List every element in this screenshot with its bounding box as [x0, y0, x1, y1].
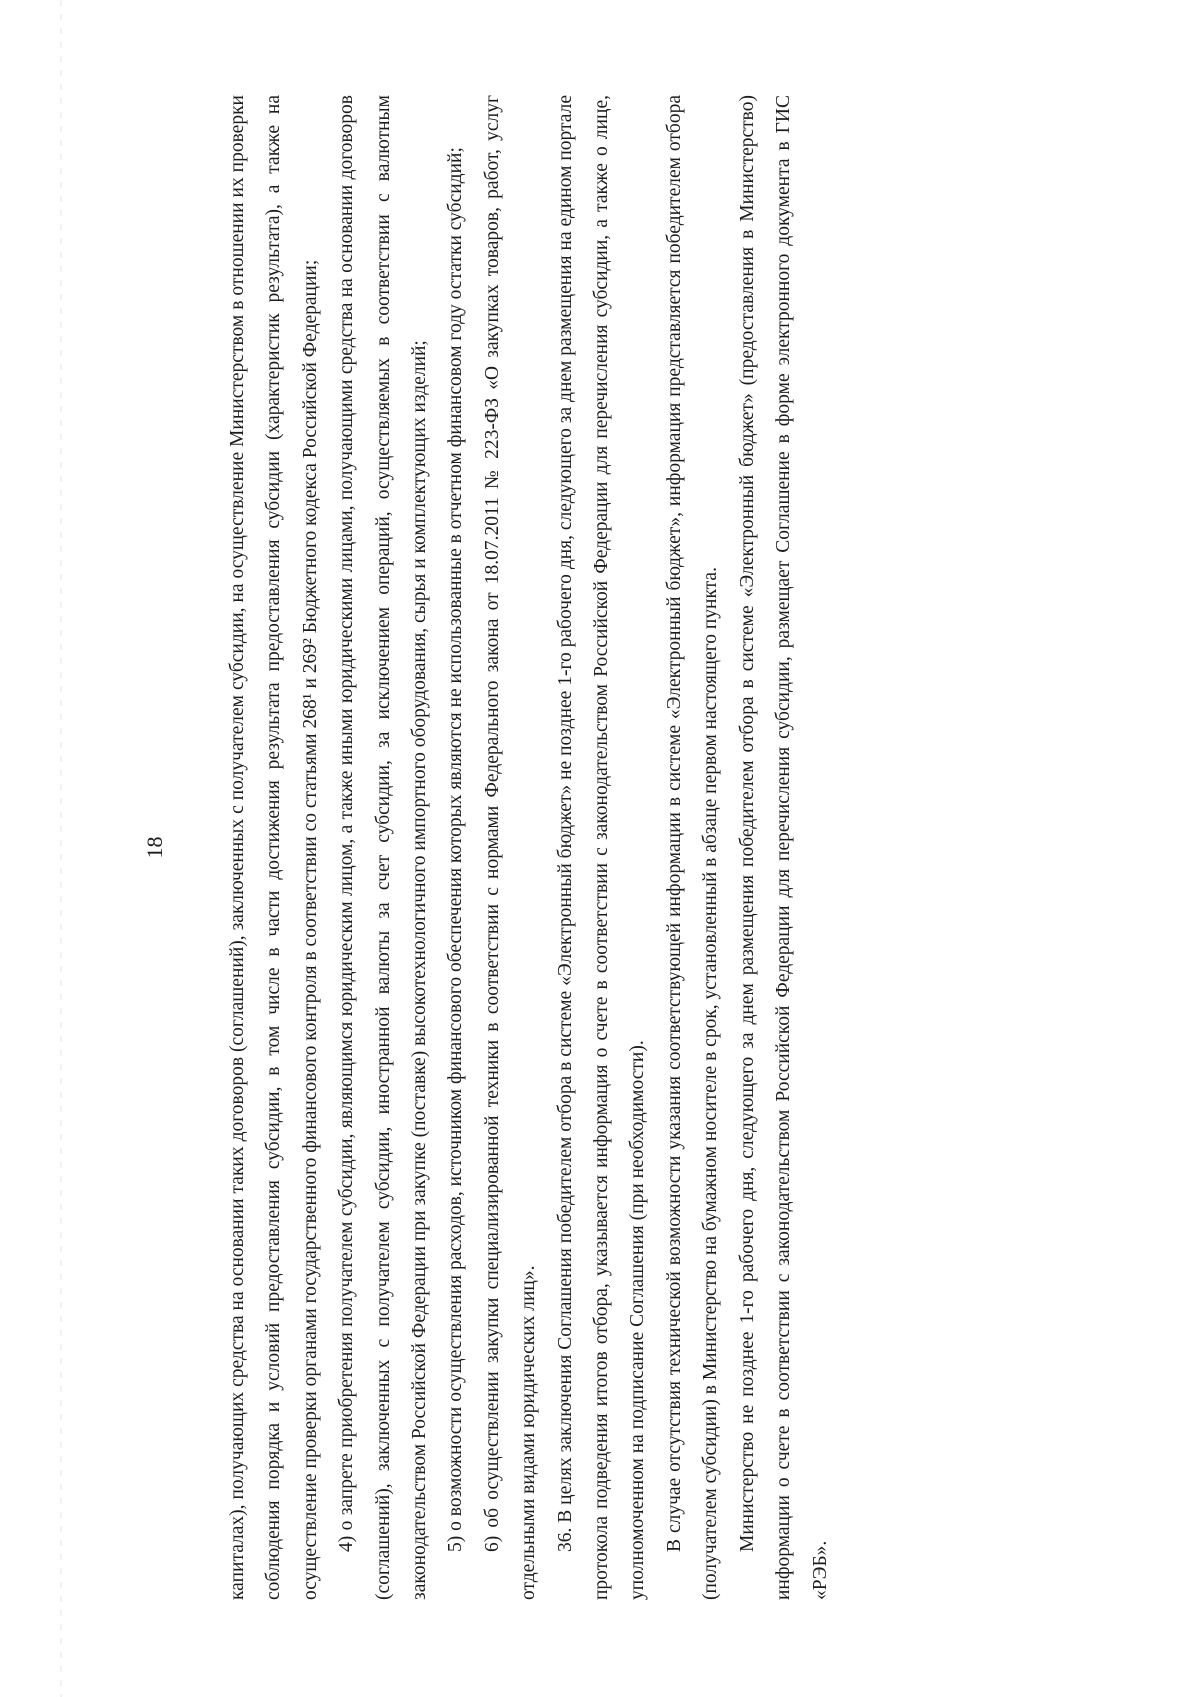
paragraph-ministry-placement: Министерство не позднее 1-го рабочего дня, следующего за днем размещения победителем отбора в системе «Электронный бюджет» (предоставления в Министерство) информации о счете в соответствии с законодательством Российской Федерации для перечисления субсидии, размещает Соглашение в форме электронного документа в ГИС «РЭБ». — [736, 95, 831, 1600]
paragraph-item-6: 6) об осуществлении закупки специализированной техники в соответствии с нормами Федерального закона от 18.07.2011 № 223-ФЗ «О закупках товаров, работ, услуг отдельными видами юридических лиц». — [481, 95, 540, 1600]
paragraph-continuation: капиталах), получающих средства на основании таких договоров (соглашений), заключенных с получателем субсидии, на осуществление Министерством в отношении их проверки соблюдения порядка и условий предоставления субсидии, в том числе в части достижения результата предоставления субсидии (характеристик результата), а также на осуществление проверки органами государственного финансового контроля в соответствии со статьями 268¹ и 269² Бюджетного кодекса Российской Федерации; — [227, 95, 321, 1600]
paragraph-no-technical-possibility: В случае отсутствия технической возможности указания соответствующей информации в системе «Электронный бюджет», информация представляется победителем отбора (получателем субсидии) в Министерство на бумажном носителе в срок, установленный в абзаце первом настоящего пункта. — [663, 95, 722, 1600]
rotated-text-block — [140, 95, 1100, 1600]
page-number: 18 — [142, 836, 167, 859]
scan-edge-artifact — [60, 0, 62, 1697]
paragraph-item-4: 4) о запрете приобретения получателем субсидии, являющимся юридическим лицом, а также иными юридическими лицами, получающими средства на основании договоров (соглашений), заключенных с получателем субсидии, иностранной валюты за счет субсидии, за исключением операций, осуществляемых в соответствии с валютным законодательством Российской Федерации при закупке (поставке) высокотехнологичного импортного оборудования, сырья и комплектующих изделий; — [336, 95, 431, 1600]
paragraph-item-5: 5) о возможности осуществления расходов, источником финансового обеспечения которых являются не использованные в отчетном финансовом году остатки субсидий; — [445, 147, 467, 1552]
body-text — [220, 95, 839, 1600]
paragraph-clause-36: 36. В целях заключения Соглашения победителем отбора в системе «Электронный бюджет» не позднее 1-го рабочего дня, следующего за днем размещения на едином портале протокола подведения итогов отбора, указывается информация о счете в соответствии с законодательством Российской Федерации для перечисления субсидии, а также о лице, уполномоченном на подписание Соглашения (при необходимости). — [554, 95, 649, 1600]
